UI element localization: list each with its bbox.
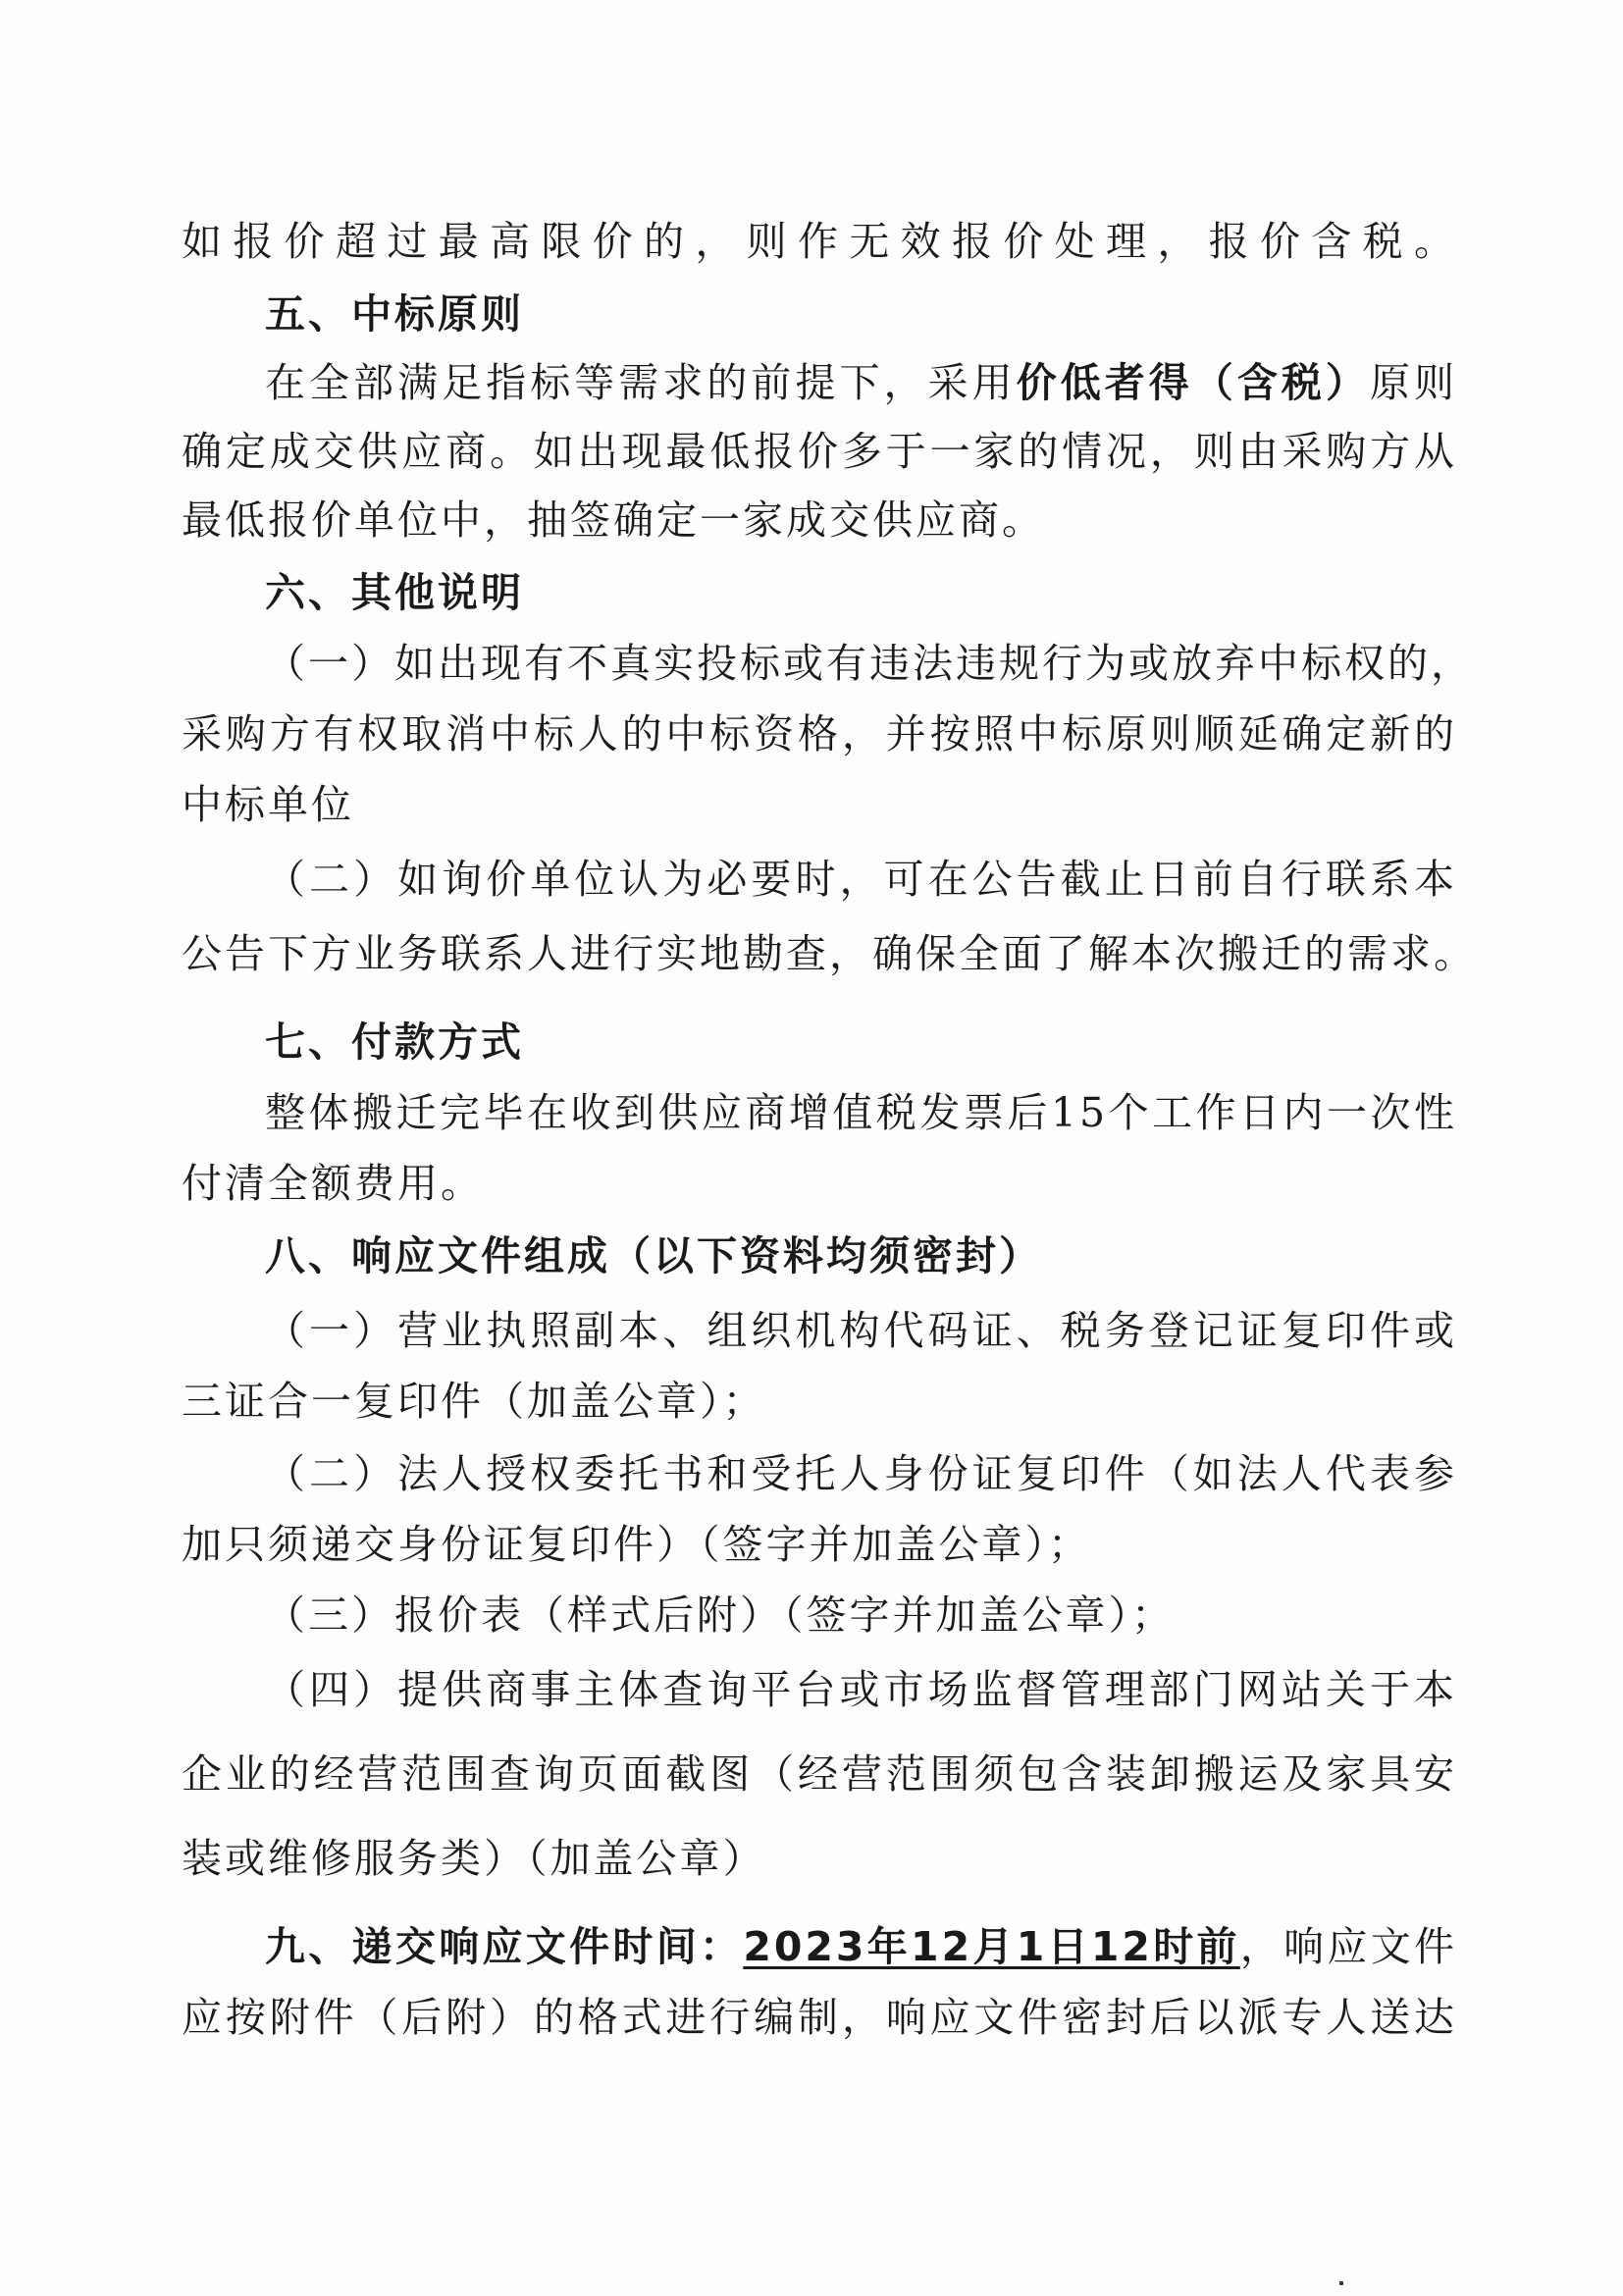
- text-line: 确定成交供应商。如出现最低报价多于一家的情况，则由采购方从: [182, 428, 1457, 475]
- text-line: （二）如询价单位认为必要时，可在公告截止日前自行联系本: [265, 856, 1457, 903]
- bold-text-run: 价低者得（含税）: [1016, 359, 1370, 406]
- text-line: 三证合一复印件（加盖公章）；: [182, 1378, 766, 1425]
- text-line: 加只须递交身份证复印件）（签字并加盖公章）；: [182, 1521, 1091, 1568]
- text-line: 应按附件（后附）的格式进行编制，响应文件密封后以派专人送达: [182, 1994, 1457, 2041]
- text-line: （三）报价表（样式后附）（签字并加盖公章）；: [265, 1592, 1175, 1639]
- deadline-date: 2023年12月1日12时前: [743, 1923, 1240, 1970]
- text-line: 中标单位: [182, 781, 354, 828]
- section-heading-9: [265, 1921, 1457, 1972]
- text-line: （二）法人授权委托书和受托人身份证复印件（如法人代表参: [265, 1450, 1457, 1497]
- text-line: [265, 357, 1457, 408]
- section-heading-7: 七、付款方式: [265, 1018, 524, 1066]
- section-heading-5: 五、中标原则: [265, 290, 524, 338]
- text-line: （一）营业执照副本、组织机构代码证、税务登记证复印件或: [265, 1307, 1457, 1354]
- text-run: 在全部满足指标等需求的前提下，采用: [265, 359, 1017, 406]
- scan-speck: [1339, 2281, 1343, 2285]
- text-line: （一）如出现有不真实投标或有违法违规行为或放弃中标权的，: [265, 640, 1474, 687]
- text-line: 如报价超过最高限价的，则作无效报价处理，报价含税。: [182, 218, 1457, 265]
- section-heading-8: 八、响应文件组成（以下资料均须密封）: [265, 1232, 1042, 1279]
- section-heading-6: 六、其他说明: [265, 569, 524, 616]
- text-line: （四）提供商事主体查询平台或市场监督管理部门网站关于本: [265, 1666, 1457, 1713]
- text-run: 原则: [1369, 359, 1458, 406]
- text-line: 装或维修服务类）（加盖公章）: [182, 1835, 766, 1882]
- text-line: 采购方有权取消中标人的中标资格，并按照中标原则顺延确定新的: [182, 710, 1457, 757]
- text-line: 企业的经营范围查询页面截图（经营范围须包含装卸搬运及家具安: [182, 1750, 1457, 1798]
- text-line: 公告下方业务联系人进行实地勘查，确保全面了解本次搬迁的需求。: [182, 930, 1477, 977]
- text-run: ，响应文件: [1239, 1923, 1458, 1970]
- heading-label: 九、递交响应文件时间：: [265, 1923, 744, 1970]
- text-line: 付清全额费用。: [182, 1160, 484, 1207]
- text-line: 整体搬迁完毕在收到供应商增值税发票后15个工作日内一次性: [265, 1089, 1457, 1136]
- text-line: 最低报价单位中，抽签确定一家成交供应商。: [182, 496, 1045, 544]
